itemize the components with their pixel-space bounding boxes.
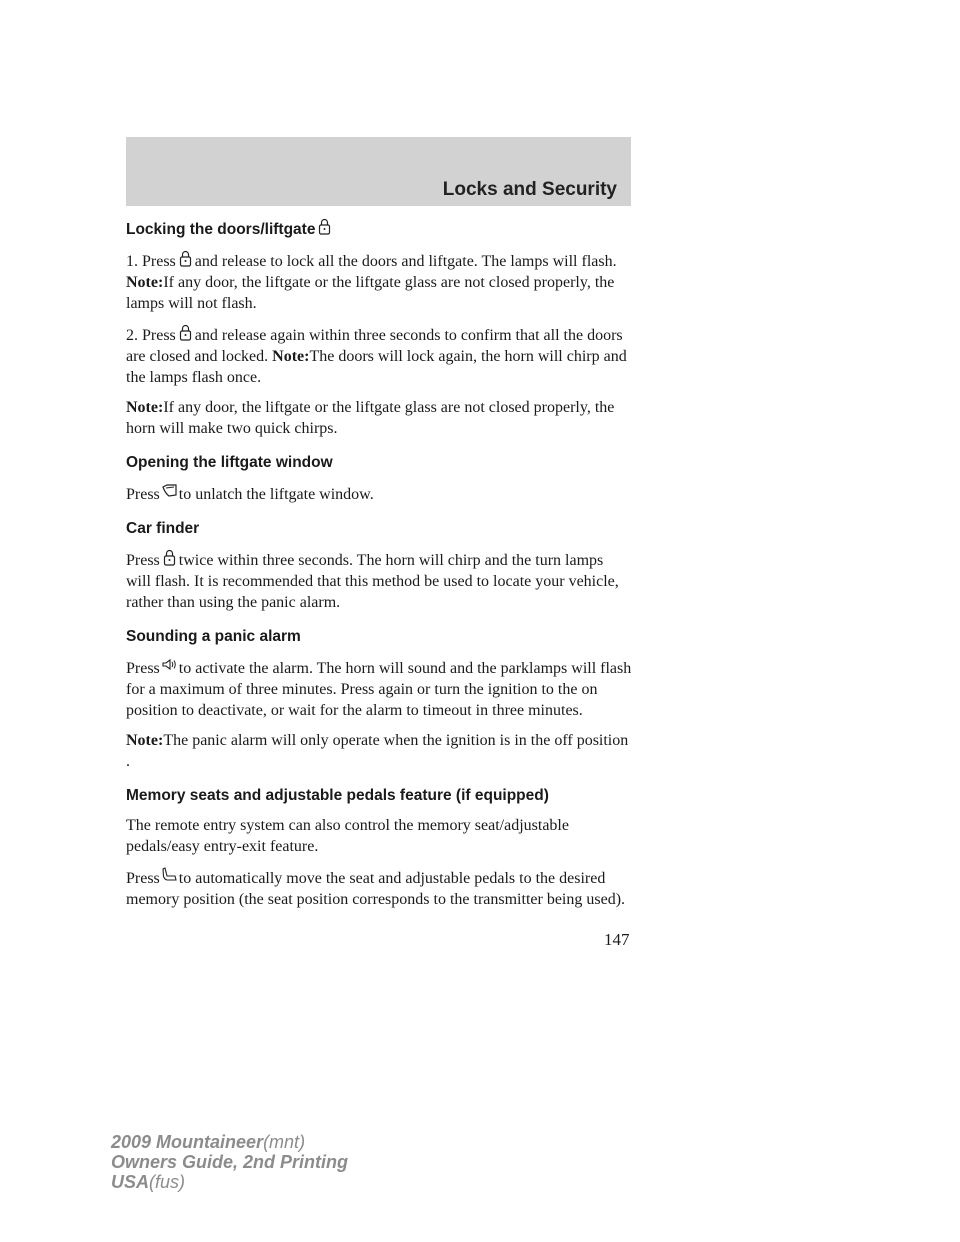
liftgate-icon [161,482,178,500]
lock-icon [316,217,333,235]
footer-model-code: (mnt) [263,1132,306,1152]
panic-pre: Press [126,660,160,677]
heading-liftgate-window: Opening the liftgate window [126,454,333,471]
page-number: 147 [604,930,630,949]
lock-icon [161,548,178,566]
header-band [126,137,631,206]
lock-icon [177,323,194,341]
memory-seats-intro: The remote entry system can also control the memory seat/adjustable pedals/easy entry-exit feature. [126,817,569,855]
memory-seat-icon [161,866,178,884]
locking-step-2-note: The doors will lock again, the horn will chirp and the lamps flash once. [126,348,627,386]
memory-pre: Press [126,870,160,887]
locking-step-1 [126,249,632,314]
liftgate-window-text [126,482,632,505]
footer-line-1 [111,1132,348,1152]
liftgate-post: to unlatch the liftgate window. [178,486,374,503]
heading-car-finder: Car finder [126,520,200,537]
heading-panic-alarm: Sounding a panic alarm [126,628,301,645]
footer-line-2: Owners Guide, 2nd Printing [111,1152,349,1172]
heading-locking [126,217,632,240]
car-finder-pre: Press [126,552,160,569]
locking-step-1-text: and release to lock all the doors and liftgate. The lamps will flash. [194,253,617,270]
heading-locking-text: Locking the doors/liftgate [126,221,316,238]
liftgate-pre: Press [126,486,160,503]
car-finder-text [126,548,632,613]
panic-horn-icon [161,656,178,674]
footer-model: 2009 Mountaineer [111,1132,264,1152]
footer-market-code: (fus) [149,1172,186,1192]
footer-line-3 [111,1172,348,1192]
footer [111,1132,348,1192]
section-title: Locks and Security [442,179,617,200]
locking-step-1-note: If any door, the liftgate or the liftgate glass are not closed properly, the lamps will not flash. [126,274,615,312]
panic-alarm-note [126,730,632,772]
locking-step-2-pre: 2. Press [126,327,176,344]
locking-step-2 [126,323,632,388]
locking-note [126,397,632,439]
panic-note-text: The panic alarm will only operate when the ignition is in the off position . [126,732,629,770]
locking-note-text: If any door, the liftgate or the liftgate glass are not closed properly, the horn will make two quick chirps. [126,399,615,437]
locking-step-1-pre: 1. Press [126,253,176,270]
footer-market: USA [111,1172,150,1192]
note-label: Note: [126,732,164,749]
note-label: Note: [272,348,310,365]
heading-memory-seats: Memory seats and adjustable pedals feature (if equipped) [126,787,549,804]
car-finder-post: twice within three seconds. The horn will chirp and the turn lamps will flash. It is recommended that this method be used to locate your vehicle, rather than using the panic alarm. [126,552,619,611]
panic-alarm-text [126,656,632,721]
memory-seats-text [126,866,632,910]
locking-step-2-text: and release again within three seconds to confirm that all the doors are closed and locked. [126,327,623,365]
panic-post: to activate the alarm. The horn will sound and the parklamps will flash for a maximum of three minutes. Press again or turn the ignition to the on position to deactivate, or wait for the alarm to timeout in three minutes. [126,660,632,719]
page-content [126,217,632,919]
note-label: Note: [126,274,164,291]
memory-post: to automatically move the seat and adjustable pedals to the desired memory position (the seat position corresponds to the transmitter being used). [126,870,626,908]
note-label: Note: [126,399,164,416]
lock-icon [177,249,194,267]
